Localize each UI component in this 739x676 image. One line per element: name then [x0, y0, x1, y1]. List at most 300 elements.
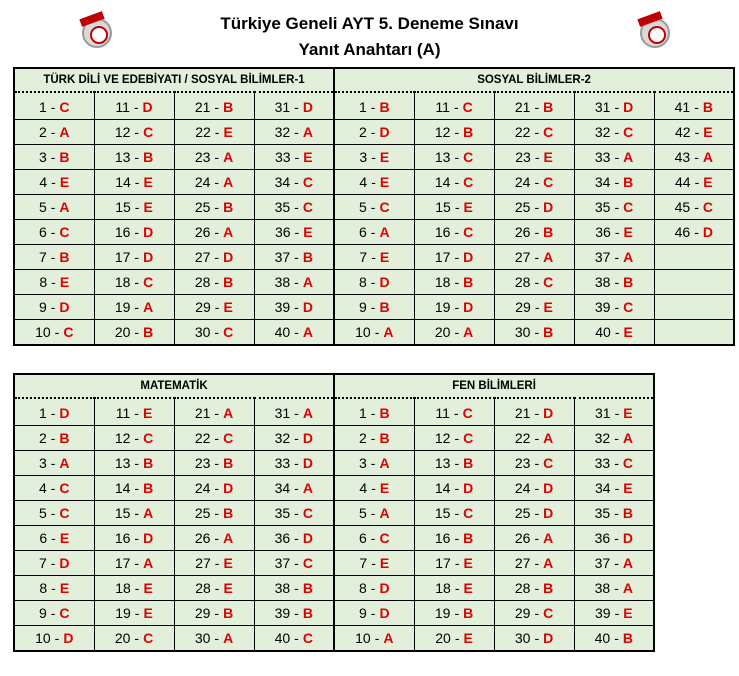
separator: -	[214, 149, 220, 165]
separator: -	[134, 605, 140, 621]
question-number: 37	[274, 249, 291, 265]
answer-letter: A	[623, 249, 634, 265]
question-number: 24	[194, 174, 211, 190]
answer-cell	[334, 145, 414, 170]
separator: -	[614, 530, 619, 546]
separator: -	[534, 99, 540, 115]
answer-letter: B	[543, 324, 554, 340]
answer-cell	[174, 270, 254, 295]
separator: -	[534, 455, 540, 471]
table-row	[14, 92, 734, 120]
question-number: 31	[274, 99, 291, 115]
question-number: 46	[674, 224, 691, 240]
answer-letter: A	[59, 199, 70, 215]
answer-cell	[174, 220, 254, 245]
separator: -	[50, 299, 56, 315]
question-number: 40	[274, 324, 291, 340]
separator: -	[454, 224, 460, 240]
question-number: 42	[675, 124, 691, 140]
answer-cell	[254, 92, 334, 120]
question-number: 20	[114, 324, 131, 340]
question-number: 29	[194, 605, 211, 621]
answer-cell	[414, 120, 494, 145]
question-number: 39	[595, 605, 611, 621]
answer-cell	[334, 320, 414, 346]
question-number: 21	[514, 405, 531, 421]
answer-cell	[94, 270, 174, 295]
answer-cell	[174, 295, 254, 320]
separator: -	[370, 505, 376, 521]
separator: -	[134, 274, 140, 290]
separator: -	[294, 630, 299, 646]
question-number: 18	[435, 580, 451, 596]
separator: -	[54, 630, 60, 646]
answer-cell	[334, 120, 414, 145]
separator: -	[50, 149, 56, 165]
answer-cell	[334, 245, 414, 270]
answer-cell	[14, 526, 94, 551]
answer-letter: A	[379, 224, 390, 240]
separator: -	[534, 480, 540, 496]
question-number: 9	[359, 299, 367, 315]
separator: -	[294, 149, 300, 165]
answer-letter: E	[703, 124, 713, 140]
separator: -	[534, 505, 540, 521]
answer-cell	[414, 526, 494, 551]
answer-letter: B	[379, 430, 390, 446]
answer-cell	[254, 195, 334, 220]
separator: -	[214, 174, 220, 190]
answer-cell	[414, 398, 494, 426]
question-number: 13	[434, 149, 451, 165]
question-number: 5	[38, 505, 47, 521]
answer-cell	[14, 551, 94, 576]
answer-cell	[574, 120, 654, 145]
separator: -	[50, 224, 56, 240]
separator: -	[534, 405, 540, 421]
answer-letter: D	[543, 505, 554, 521]
table-row	[14, 551, 654, 576]
answer-cell	[174, 601, 254, 626]
separator: -	[214, 580, 220, 596]
answer-letter: C	[543, 274, 554, 290]
table-row	[14, 120, 734, 145]
answer-cell	[494, 270, 574, 295]
answer-cell	[574, 170, 654, 195]
question-number: 28	[514, 274, 531, 290]
question-number: 10	[35, 630, 51, 646]
answer-letter: E	[463, 580, 473, 596]
answer-letter: C	[379, 530, 390, 546]
separator: -	[214, 530, 220, 546]
answer-letter: C	[59, 99, 70, 115]
question-number: 39	[594, 299, 611, 315]
answer-letter: B	[223, 99, 234, 115]
answer-cell	[254, 170, 334, 195]
separator: -	[294, 324, 299, 340]
question-number: 6	[39, 530, 48, 546]
answer-letter: C	[379, 199, 390, 215]
answer-cell	[174, 576, 254, 601]
question-number: 29	[514, 605, 531, 621]
answer-cell	[94, 626, 174, 652]
answer-letter: E	[379, 174, 390, 190]
question-number: 40	[594, 630, 611, 646]
answer-cell	[174, 551, 254, 576]
question-number: 15	[434, 505, 451, 521]
question-number: 17	[114, 555, 131, 571]
separator: -	[454, 605, 460, 621]
answer-cell	[14, 476, 94, 501]
separator: -	[294, 480, 299, 496]
answer-cell	[14, 398, 94, 426]
answer-cell	[94, 170, 174, 195]
question-number: 22	[514, 124, 531, 140]
answer-letter: C	[543, 124, 554, 140]
separator: -	[694, 224, 699, 240]
separator: -	[694, 124, 700, 140]
answer-cell	[254, 220, 334, 245]
question-number: 4	[38, 480, 47, 496]
answer-letter: C	[463, 149, 474, 165]
answer-letter: D	[63, 630, 74, 646]
question-number: 44	[675, 174, 691, 190]
answer-cell	[334, 220, 414, 245]
answer-letter: A	[302, 480, 313, 496]
separator: -	[454, 124, 460, 140]
answer-cell	[334, 576, 414, 601]
separator: -	[214, 249, 220, 265]
answer-cell	[174, 526, 254, 551]
question-number: 21	[194, 405, 211, 421]
answer-letter: A	[383, 324, 394, 340]
question-number: 30	[514, 630, 531, 646]
separator: -	[534, 430, 540, 446]
answer-cell	[94, 295, 174, 320]
answer-letter: B	[622, 505, 633, 521]
answer-letter: E	[59, 274, 70, 290]
answer-cell	[174, 501, 254, 526]
answer-letter: D	[143, 530, 154, 546]
answer-letter: C	[622, 455, 633, 471]
answer-letter: D	[463, 299, 474, 315]
separator: -	[370, 580, 376, 596]
answer-cell	[414, 476, 494, 501]
answer-letter: A	[143, 299, 154, 315]
separator: -	[614, 249, 620, 265]
separator: -	[614, 555, 619, 571]
separator: -	[614, 605, 620, 621]
separator: -	[534, 124, 540, 140]
question-number: 41	[674, 99, 691, 115]
question-number: 12	[114, 124, 131, 140]
answer-letter: D	[622, 530, 633, 546]
answer-letter: E	[379, 249, 390, 265]
answer-cell	[174, 626, 254, 652]
answer-cell	[574, 476, 654, 501]
question-number: 16	[114, 530, 131, 546]
separator: -	[534, 605, 540, 621]
answer-cell	[334, 526, 414, 551]
answer-letter: C	[59, 505, 70, 521]
separator: -	[214, 274, 220, 290]
answer-cell	[654, 195, 734, 220]
question-number: 7	[38, 555, 47, 571]
answer-cell	[14, 145, 94, 170]
answer-letter: E	[223, 299, 233, 315]
question-number: 14	[434, 174, 451, 190]
separator: -	[534, 555, 540, 571]
separator: -	[51, 274, 56, 290]
answer-cell	[14, 270, 94, 295]
separator: -	[51, 174, 56, 190]
question-number: 17	[114, 249, 131, 265]
separator: -	[134, 124, 140, 140]
answer-letter: D	[302, 299, 313, 315]
question-number: 33	[274, 149, 291, 165]
separator: -	[454, 555, 460, 571]
answer-letter: E	[623, 480, 633, 496]
question-number: 35	[594, 199, 611, 215]
question-number: 17	[435, 555, 451, 571]
answer-cell	[654, 170, 734, 195]
answer-letter: E	[223, 580, 233, 596]
answer-cell	[254, 426, 334, 451]
separator: -	[614, 299, 620, 315]
separator: -	[454, 324, 460, 340]
separator: -	[370, 299, 376, 315]
separator: -	[214, 324, 220, 340]
empty-cell	[654, 295, 734, 320]
answer-cell	[174, 320, 254, 346]
separator: -	[370, 99, 376, 115]
answer-cell	[334, 551, 414, 576]
answer-letter: B	[543, 580, 554, 596]
answer-cell	[414, 245, 494, 270]
answer-letter: E	[142, 405, 153, 421]
answer-letter: E	[623, 324, 633, 340]
answer-letter: E	[703, 174, 713, 190]
answer-letter: C	[143, 124, 154, 140]
answer-letter: E	[463, 199, 473, 215]
question-number: 8	[39, 580, 48, 596]
answer-cell	[574, 195, 654, 220]
question-number: 37	[274, 555, 291, 571]
question-number: 15	[435, 199, 451, 215]
answer-cell	[494, 245, 574, 270]
question-number: 27	[194, 249, 211, 265]
answer-cell	[94, 526, 174, 551]
answer-cell	[574, 626, 654, 652]
answer-letter: B	[59, 430, 70, 446]
separator: -	[454, 580, 460, 596]
answer-letter: D	[463, 480, 474, 496]
answer-letter: A	[379, 505, 390, 521]
separator: -	[371, 480, 376, 496]
separator: -	[370, 274, 376, 290]
answer-letter: C	[702, 199, 713, 215]
question-number: 18	[115, 580, 131, 596]
question-number: 34	[594, 174, 611, 190]
answer-cell	[254, 451, 334, 476]
answer-letter: E	[379, 555, 390, 571]
question-number: 45	[674, 199, 691, 215]
separator: -	[614, 405, 620, 421]
question-number: 34	[274, 480, 291, 496]
answer-cell	[414, 551, 494, 576]
separator: -	[694, 199, 699, 215]
answer-cell	[94, 601, 174, 626]
question-number: 3	[359, 455, 367, 471]
separator: -	[294, 174, 299, 190]
question-number: 12	[114, 430, 131, 446]
answer-cell	[254, 120, 334, 145]
answer-letter: B	[59, 249, 70, 265]
answer-cell	[174, 120, 254, 145]
answer-letter: A	[622, 430, 633, 446]
question-number: 4	[359, 174, 368, 190]
separator: -	[294, 605, 299, 621]
answer-cell	[574, 398, 654, 426]
answer-letter: B	[143, 480, 154, 496]
separator: -	[454, 274, 460, 290]
separator: -	[614, 174, 620, 190]
question-number: 38	[274, 580, 291, 596]
question-number: 14	[115, 174, 131, 190]
answer-letter: B	[302, 249, 313, 265]
separator: -	[294, 430, 299, 446]
question-number: 26	[514, 530, 531, 546]
answer-letter: C	[462, 405, 473, 421]
answer-letter: E	[143, 605, 153, 621]
answer-letter: B	[143, 149, 154, 165]
question-number: 7	[359, 555, 368, 571]
answer-letter: A	[59, 124, 70, 140]
question-number: 11	[115, 99, 130, 115]
answer-letter: E	[303, 224, 313, 240]
answer-letter: B	[463, 274, 474, 290]
answer-cell	[334, 398, 414, 426]
answer-letter: D	[543, 630, 554, 646]
answer-letter: C	[463, 224, 474, 240]
answer-letter: D	[379, 274, 390, 290]
question-number: 32	[594, 430, 611, 446]
question-number: 18	[434, 274, 451, 290]
separator: -	[534, 274, 540, 290]
section-header-sosyal-2: SOSYAL BİLİMLER-2	[334, 68, 734, 92]
separator: -	[50, 455, 56, 471]
answer-letter: B	[143, 324, 154, 340]
answer-letter: B	[463, 530, 474, 546]
separator: -	[371, 149, 376, 165]
question-number: 27	[514, 555, 531, 571]
table-row	[14, 601, 654, 626]
separator: -	[614, 324, 620, 340]
question-number: 2	[359, 430, 367, 446]
answer-letter: C	[463, 430, 474, 446]
answer-letter: B	[463, 605, 474, 621]
question-number: 13	[114, 149, 131, 165]
answer-letter: A	[543, 249, 554, 265]
separator: -	[614, 505, 619, 521]
separator: -	[614, 580, 619, 596]
separator: -	[370, 124, 376, 140]
question-number: 37	[594, 249, 611, 265]
answer-letter: A	[302, 124, 313, 140]
answer-cell	[334, 195, 414, 220]
school-logo-icon	[82, 18, 112, 48]
answer-letter: C	[143, 430, 154, 446]
answer-cell	[494, 170, 574, 195]
separator: -	[534, 580, 540, 596]
separator: -	[534, 299, 540, 315]
separator: -	[454, 199, 460, 215]
question-number: 20	[114, 630, 131, 646]
answer-letter: B	[379, 405, 390, 421]
separator: -	[370, 605, 376, 621]
question-number: 13	[434, 455, 451, 471]
answer-letter: B	[379, 99, 390, 115]
question-number: 6	[359, 530, 367, 546]
answer-letter: C	[143, 274, 154, 290]
answer-letter: C	[463, 174, 474, 190]
separator: -	[294, 299, 299, 315]
separator: -	[50, 249, 56, 265]
answer-cell	[94, 220, 174, 245]
question-number: 20	[434, 324, 451, 340]
answer-cell	[254, 320, 334, 346]
answer-cell	[94, 145, 174, 170]
answer-cell	[494, 220, 574, 245]
question-number: 25	[194, 199, 211, 215]
separator: -	[134, 299, 140, 315]
answer-cell	[414, 92, 494, 120]
answer-letter: C	[463, 505, 474, 521]
separator: -	[50, 555, 56, 571]
answer-cell	[334, 426, 414, 451]
answer-letter: A	[143, 505, 154, 521]
separator: -	[370, 455, 376, 471]
question-number: 39	[274, 605, 291, 621]
question-number: 19	[434, 299, 451, 315]
question-number: 27	[195, 555, 211, 571]
answer-cell	[334, 92, 414, 120]
answer-cell	[94, 245, 174, 270]
answer-letter: D	[379, 605, 390, 621]
separator: -	[614, 274, 620, 290]
question-number: 26	[514, 224, 531, 240]
separator: -	[534, 324, 540, 340]
answer-key-table-top	[13, 67, 735, 346]
question-number: 5	[38, 199, 47, 215]
separator: -	[134, 480, 140, 496]
question-number: 14	[434, 480, 451, 496]
answer-letter: A	[302, 405, 313, 421]
question-number: 34	[274, 174, 291, 190]
answer-letter: A	[223, 530, 234, 546]
answer-letter: C	[543, 605, 554, 621]
separator: -	[614, 149, 620, 165]
answer-letter: E	[59, 580, 70, 596]
separator: -	[134, 224, 140, 240]
separator: -	[454, 174, 460, 190]
table-row	[14, 576, 654, 601]
answer-cell	[494, 195, 574, 220]
question-number: 19	[114, 299, 131, 315]
answer-cell	[654, 220, 734, 245]
answer-letter: A	[383, 630, 394, 646]
answer-letter: D	[623, 99, 634, 115]
